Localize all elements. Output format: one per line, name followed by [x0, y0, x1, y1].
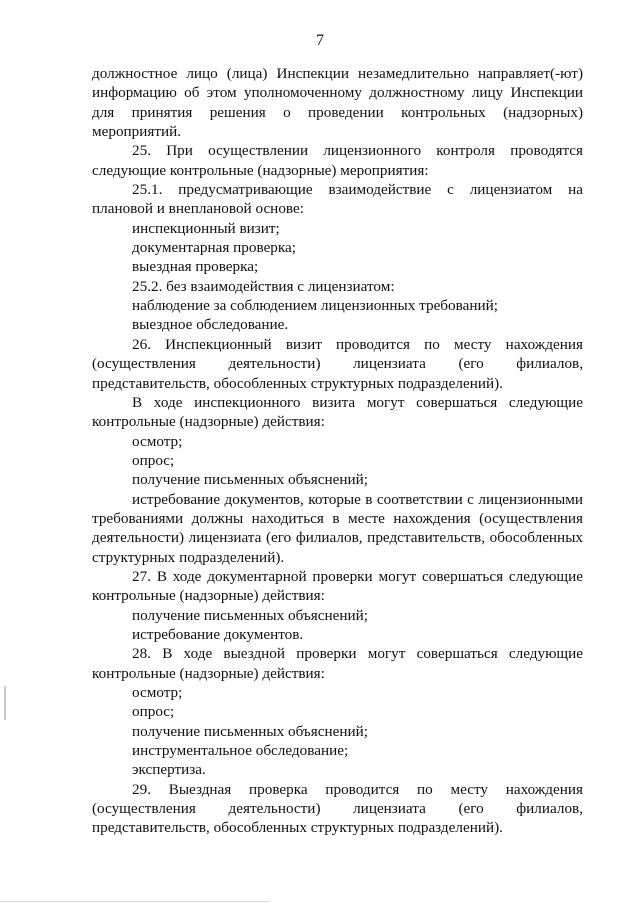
list-item: получение письменных объяснений; [132, 722, 368, 740]
list-item: инструментальное обследование; [132, 742, 349, 760]
paragraph-28: 28. В ходе выездной проверки могут совершаться следующие контрольные (надзорные) действия: [92, 645, 583, 682]
paragraph-26: 26. Инспекционный визит проводится по месту нахождения (осуществления деятельности) лицензиата (его филиалов, представительств, обособленных структурных подразделений). [92, 335, 583, 392]
list-item: экспертиза. [132, 761, 206, 779]
list-item: документарная проверка; [132, 239, 297, 257]
paragraph-document-request: истребование документов, которые в соответствии с лицензионными требованиями должны находиться в месте нахождения (осуществления деятельности) лицензиата (его филиалов, представительств, обособленных структурных подразделений). [92, 490, 583, 566]
list-item: опрос; [132, 451, 175, 469]
paragraph-25-1: 25.1. предусматривающие взаимодействие с лицензиатом на плановой и внеплановой основе: [92, 181, 583, 218]
list-item: выездная проверка; [132, 258, 259, 276]
list-item: получение письменных объяснений; [132, 606, 368, 624]
paragraph-25-2: 25.2. без взаимодействия с лицензиатом: [132, 277, 395, 295]
page-number: 7 [316, 32, 324, 49]
list-item: получение письменных объяснений; [132, 471, 368, 489]
list-item: осмотр; [132, 684, 183, 701]
scan-artifact-mark [4, 686, 6, 720]
list-item: наблюдение за соблюдением лицензионных требований; [132, 297, 498, 315]
paragraph-29: 29. Выездная проверка проводится по месту нахождения (осуществления деятельности) лицензиата (его филиалов, представительств, обособленных структурных подразделений). [92, 780, 583, 837]
list-item: инспекционный визит; [132, 219, 280, 237]
list-item: осмотр; [132, 432, 183, 450]
paragraph-26-actions: В ходе инспекционного визита могут совершаться следующие контрольные (надзорные) действия: [92, 393, 583, 431]
paragraph-27: 27. В ходе документарной проверки могут совершаться следующие контрольные (надзорные) действия: [92, 567, 583, 605]
paragraph-25: 25. При осуществлении лицензионного контроля проводятся следующие контрольные (надзорные) мероприятия: [92, 142, 583, 179]
paragraph-continuation: должностное лицо (лица) Инспекции незамедлительно направляет(-ют) информацию об этом уполномоченному должностному лицу Инспекции для принятия решения о проведении контрольных (надзорных) мероприятий. [92, 65, 583, 141]
list-item: опрос; [132, 703, 175, 721]
list-item: выездное обследование. [132, 316, 289, 334]
list-item: истребование документов. [132, 625, 304, 643]
document-body [92, 64, 583, 838]
scan-artifact-edge [0, 901, 270, 902]
